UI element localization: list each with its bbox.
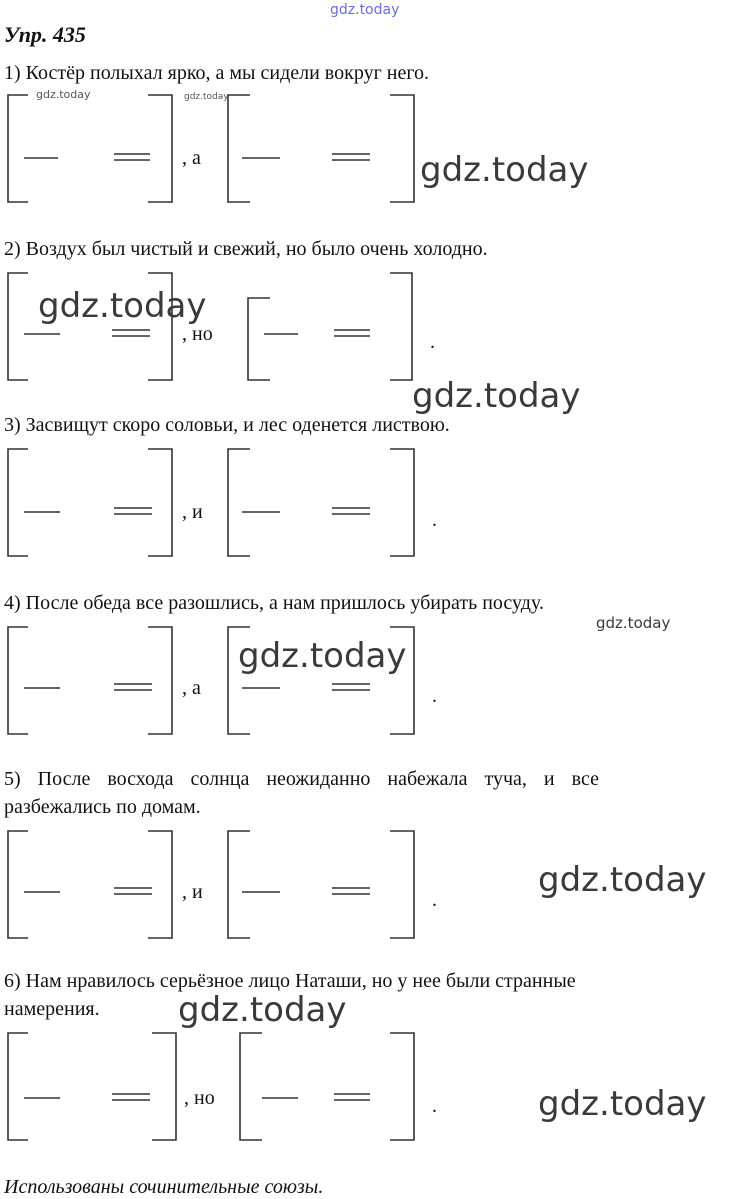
- watermark-small-1a: gdz.today: [36, 88, 91, 101]
- conj-1: , а: [182, 147, 201, 169]
- watermark-small-1b: gdz.today: [184, 92, 229, 102]
- dot-4: .: [432, 685, 437, 707]
- watermark-6b: gdz.today: [538, 1084, 707, 1124]
- sentence-1: 1) Костёр полыхал ярко, а мы сидели вокруг него.: [4, 62, 430, 84]
- conclusion-text: Использованы сочинительные союзы.: [4, 1176, 324, 1198]
- sentence-4: 4) После обеда все разошлись, а нам пришлось убирать посуду.: [4, 592, 544, 614]
- dot-2: .: [430, 331, 435, 353]
- conj-6: , но: [184, 1087, 215, 1109]
- sentence-6-line2: намерения.: [4, 998, 100, 1020]
- dot-6: .: [432, 1095, 437, 1117]
- watermark-6a: gdz.today: [178, 990, 347, 1030]
- sentence-5-line1: 5) После восхода солнца неожиданно набежала туча, и все: [4, 768, 599, 790]
- conj-3: , и: [182, 501, 203, 523]
- dot-3: .: [432, 509, 437, 531]
- watermark-top: gdz.today: [330, 2, 400, 18]
- conj-2: , но: [182, 323, 213, 345]
- exercise-title: Упр. 435: [4, 22, 86, 47]
- sentence-5-line2: разбежались по домам.: [4, 796, 201, 818]
- watermark-2a: gdz.today: [38, 286, 207, 326]
- watermark-4b: gdz.today: [238, 636, 407, 676]
- sentence-2: 2) Воздух был чистый и свежий, но было очень холодно.: [4, 238, 488, 260]
- sentence-3: 3) Засвищут скоро соловьи, и лес оденется листвою.: [4, 414, 450, 436]
- conj-4: , а: [182, 677, 201, 699]
- scheme-3: [0, 444, 748, 564]
- watermark-2b: gdz.today: [412, 376, 581, 416]
- watermark-5: gdz.today: [538, 860, 707, 900]
- watermark-1: gdz.today: [420, 150, 589, 190]
- dot-5: .: [432, 889, 437, 911]
- scheme-1: [0, 90, 748, 210]
- watermark-4a: gdz.today: [596, 614, 671, 632]
- sentence-6-line1: 6) Нам нравилось серьёзное лицо Наташи, но у нее были странные: [4, 970, 576, 992]
- conj-5: , и: [182, 881, 203, 903]
